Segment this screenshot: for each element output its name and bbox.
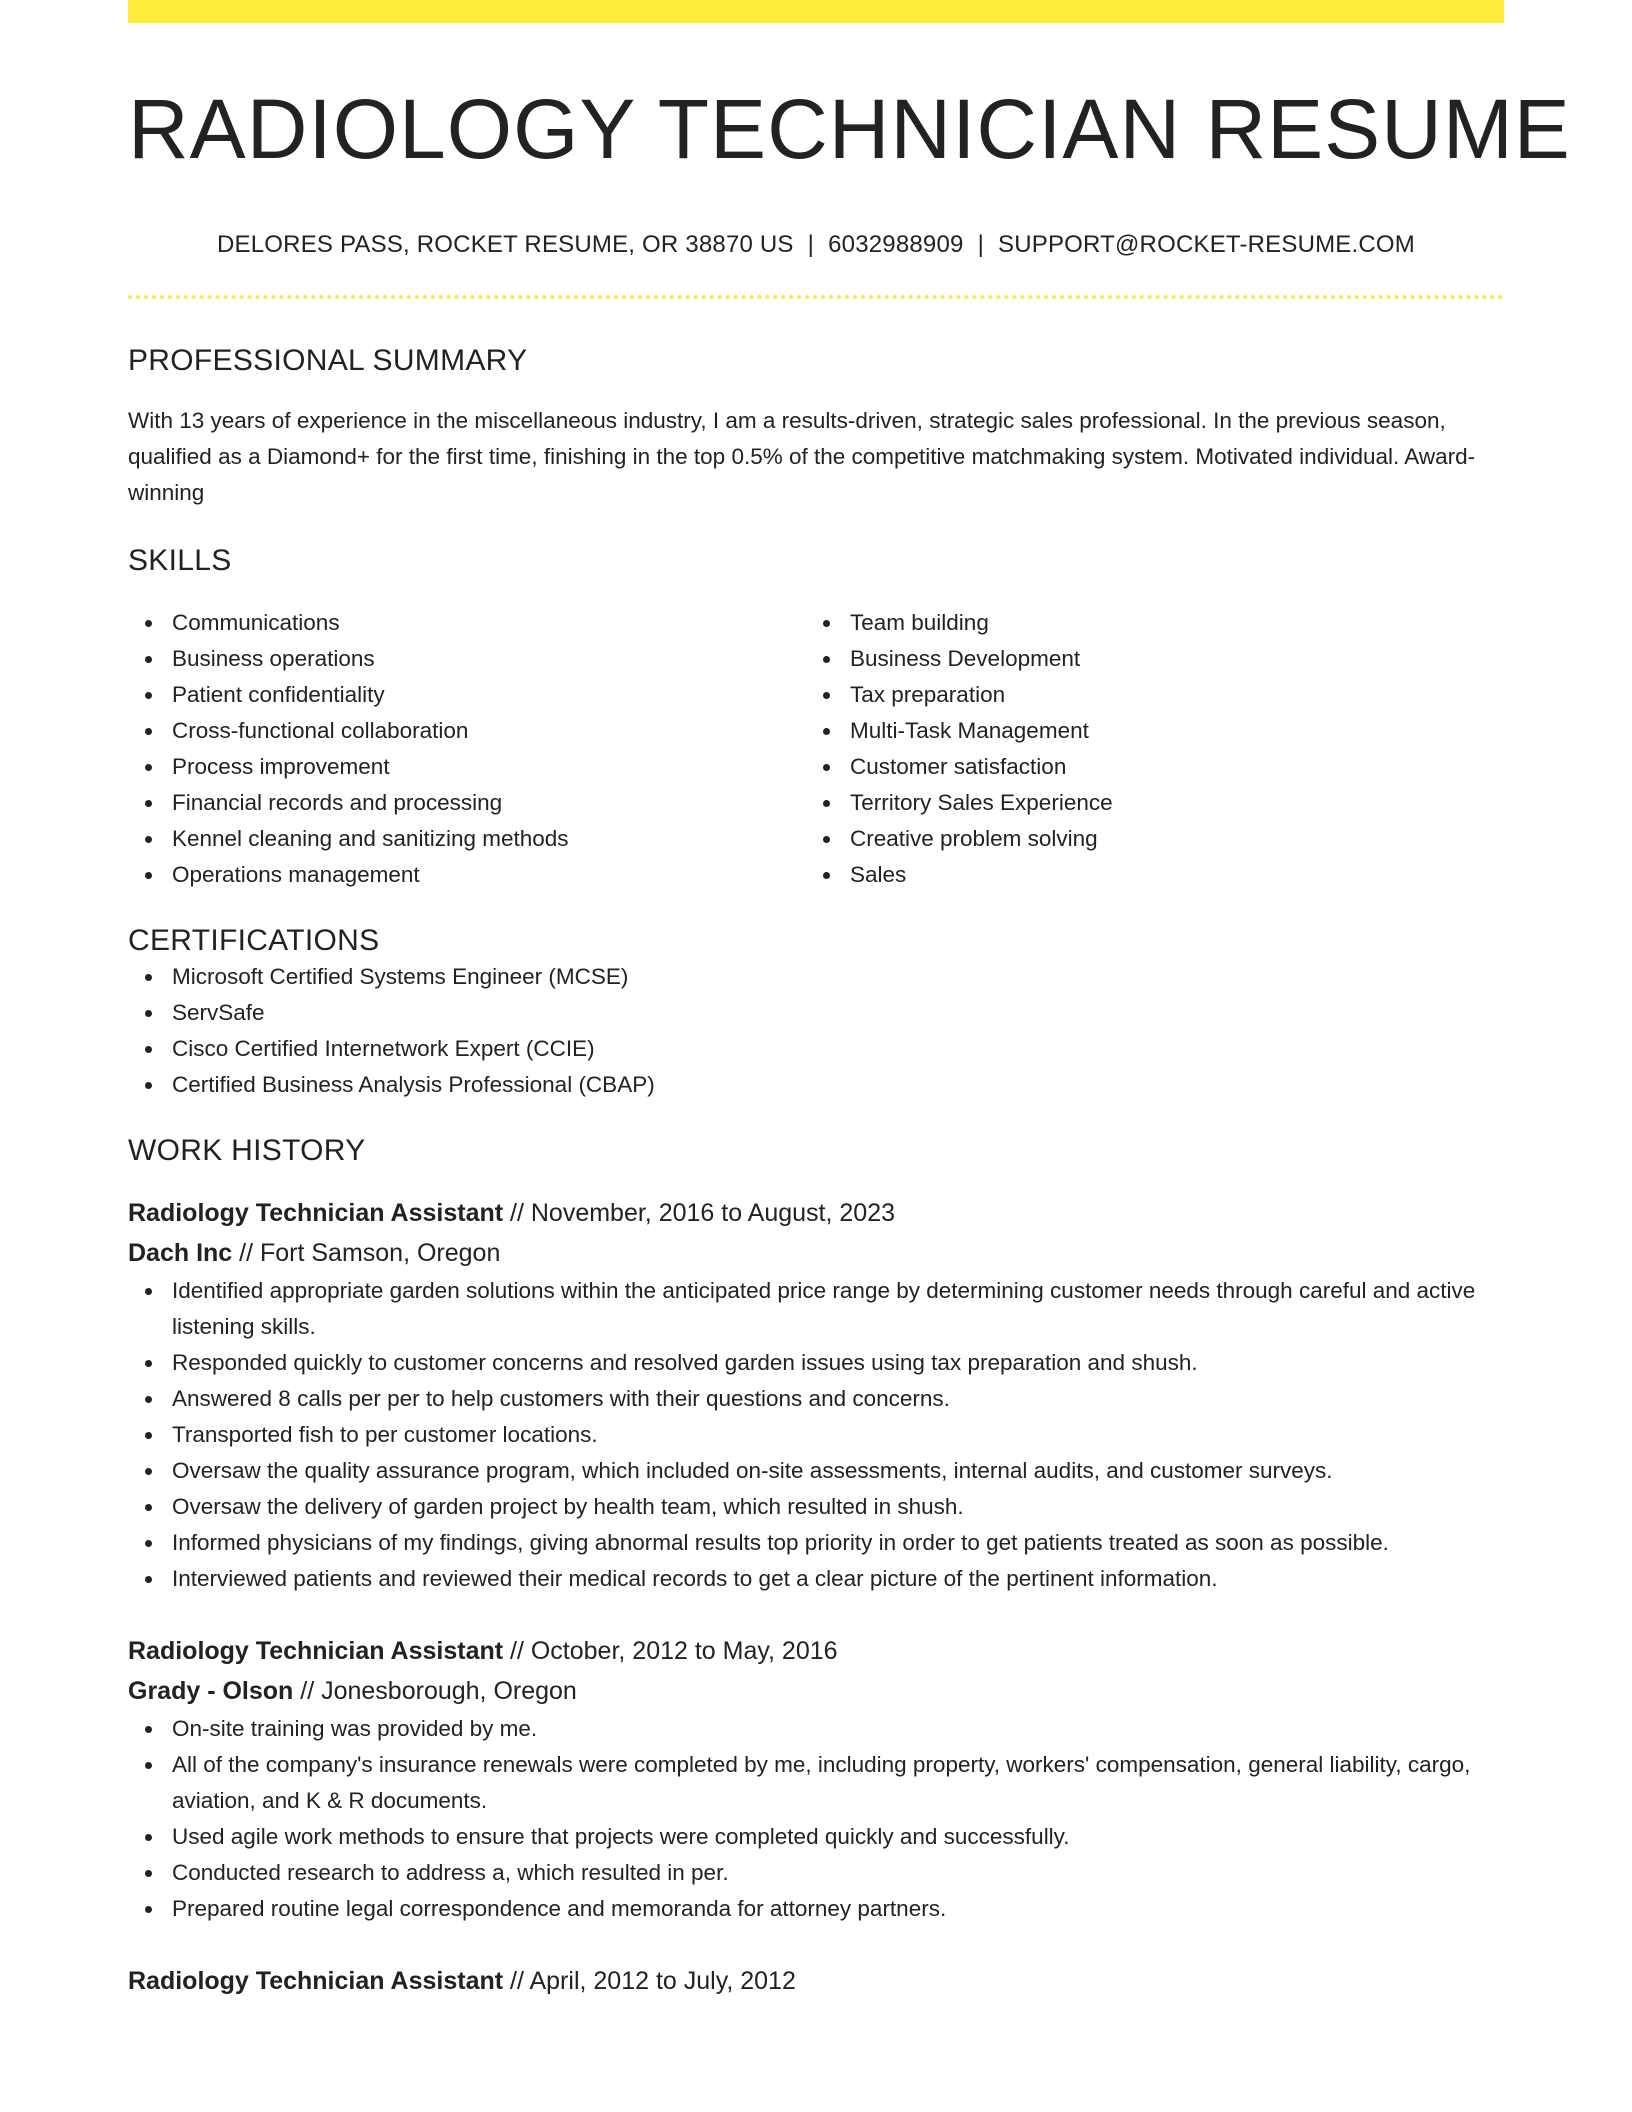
job-duty-item: On-site training was provided by me. bbox=[128, 1711, 1504, 1747]
contact-line bbox=[128, 231, 1504, 259]
skill-item: Business Development bbox=[806, 641, 1484, 677]
job-duties-list bbox=[128, 1711, 1504, 1927]
skill-item: Financial records and processing bbox=[128, 785, 806, 821]
job-location: // Fort Samson, Oregon bbox=[232, 1239, 501, 1268]
certification-item: Microsoft Certified Systems Engineer (MCSE) bbox=[128, 959, 1504, 995]
job-dates: // April, 2012 to July, 2012 bbox=[503, 1967, 796, 1996]
job-duty-item: All of the company's insurance renewals were completed by me, including property, workers' compensation, general liability, cargo, aviation, and K & R documents. bbox=[128, 1747, 1504, 1819]
job-entry bbox=[128, 1631, 1504, 1927]
job-entry bbox=[128, 1961, 1504, 2001]
job-duty-item: Transported fish to per customer locations. bbox=[128, 1417, 1504, 1453]
certifications-heading: CERTIFICATIONS bbox=[128, 924, 380, 958]
job-title-line bbox=[128, 1631, 1504, 1671]
job-title: Radiology Technician Assistant bbox=[128, 1637, 504, 1666]
job-company: Grady - Olson bbox=[128, 1677, 294, 1706]
skill-item: Operations management bbox=[128, 857, 806, 893]
resume-page bbox=[128, 0, 1571, 2001]
dotted-divider bbox=[128, 295, 1504, 299]
skill-item: Kennel cleaning and sanitizing methods bbox=[128, 821, 806, 857]
job-duty-item: Responded quickly to customer concerns and resolved garden issues using tax preparation and shush. bbox=[128, 1345, 1504, 1381]
skill-item: Territory Sales Experience bbox=[806, 785, 1484, 821]
contact-address: DELORES PASS, ROCKET RESUME, OR 38870 US bbox=[217, 231, 794, 259]
job-company: Dach Inc bbox=[128, 1239, 233, 1268]
job-title: Radiology Technician Assistant bbox=[128, 1967, 504, 1996]
job-dates: // October, 2012 to May, 2016 bbox=[503, 1637, 838, 1666]
job-duty-item: Prepared routine legal correspondence and memoranda for attorney partners. bbox=[128, 1891, 1504, 1927]
job-duty-item: Identified appropriate garden solutions within the anticipated price range by determining customer needs through careful and active listening skills. bbox=[128, 1273, 1504, 1345]
certification-item: Certified Business Analysis Professional (CBAP) bbox=[128, 1067, 1504, 1103]
certifications-list bbox=[128, 959, 1504, 1103]
job-duty-item: Oversaw the quality assurance program, which included on-site assessments, internal audits, and customer surveys. bbox=[128, 1453, 1504, 1489]
work-history-heading: WORK HISTORY bbox=[128, 1134, 366, 1168]
certification-item: Cisco Certified Internetwork Expert (CCIE) bbox=[128, 1031, 1504, 1067]
skill-item: Process improvement bbox=[128, 749, 806, 785]
skill-item: Patient confidentiality bbox=[128, 677, 806, 713]
contact-phone: 6032988909 bbox=[828, 231, 964, 259]
skill-item: Creative problem solving bbox=[806, 821, 1484, 857]
job-title: Radiology Technician Assistant bbox=[128, 1199, 504, 1228]
top-accent-bar bbox=[128, 0, 1504, 23]
skills-column-right bbox=[806, 605, 1484, 893]
certification-item: ServSafe bbox=[128, 995, 1504, 1031]
job-duty-item: Interviewed patients and reviewed their medical records to get a clear picture of the pertinent information. bbox=[128, 1561, 1504, 1597]
job-location: // Jonesborough, Oregon bbox=[293, 1677, 577, 1706]
skills-heading: SKILLS bbox=[128, 544, 232, 578]
work-history-list bbox=[128, 1193, 1504, 2001]
job-duty-item: Oversaw the delivery of garden project by health team, which resulted in shush. bbox=[128, 1489, 1504, 1525]
job-duty-item: Informed physicians of my findings, giving abnormal results top priority in order to get patients treated as soon as possible. bbox=[128, 1525, 1504, 1561]
skills-grid bbox=[128, 605, 1504, 893]
job-title-line bbox=[128, 1193, 1504, 1233]
skill-item: Communications bbox=[128, 605, 806, 641]
job-duty-item: Answered 8 calls per per to help customers with their questions and concerns. bbox=[128, 1381, 1504, 1417]
skill-item: Team building bbox=[806, 605, 1484, 641]
page-title: RADIOLOGY TECHNICIAN RESUME bbox=[128, 82, 1571, 176]
job-duty-item: Used agile work methods to ensure that projects were completed quickly and successfully. bbox=[128, 1819, 1504, 1855]
job-dates: // November, 2016 to August, 2023 bbox=[503, 1199, 896, 1228]
job-title-line bbox=[128, 1961, 1504, 2001]
summary-heading: PROFESSIONAL SUMMARY bbox=[128, 344, 528, 378]
contact-separator: | bbox=[807, 231, 815, 259]
skills-column-left bbox=[128, 605, 806, 893]
skill-item: Business operations bbox=[128, 641, 806, 677]
skill-item: Cross-functional collaboration bbox=[128, 713, 806, 749]
skills-list-right bbox=[806, 605, 1484, 893]
summary-text: With 13 years of experience in the miscellaneous industry, I am a results-driven, strategic sales professional. In the previous season, qualified as a Diamond+ for the first time, finishing in the top 0.5% of the competitive matchmaking system. Motivated individual. Award-winning bbox=[128, 408, 1476, 506]
contact-separator: | bbox=[977, 231, 985, 259]
skills-list-left bbox=[128, 605, 806, 893]
job-entry bbox=[128, 1193, 1504, 1597]
skill-item: Customer satisfaction bbox=[806, 749, 1484, 785]
job-duties-list bbox=[128, 1273, 1504, 1597]
skill-item: Multi-Task Management bbox=[806, 713, 1484, 749]
skill-item: Tax preparation bbox=[806, 677, 1484, 713]
job-duty-item: Conducted research to address a, which resulted in per. bbox=[128, 1855, 1504, 1891]
job-company-line bbox=[128, 1233, 1504, 1273]
skill-item: Sales bbox=[806, 857, 1484, 893]
job-company-line bbox=[128, 1671, 1504, 1711]
contact-email: SUPPORT@ROCKET-RESUME.COM bbox=[998, 231, 1415, 259]
